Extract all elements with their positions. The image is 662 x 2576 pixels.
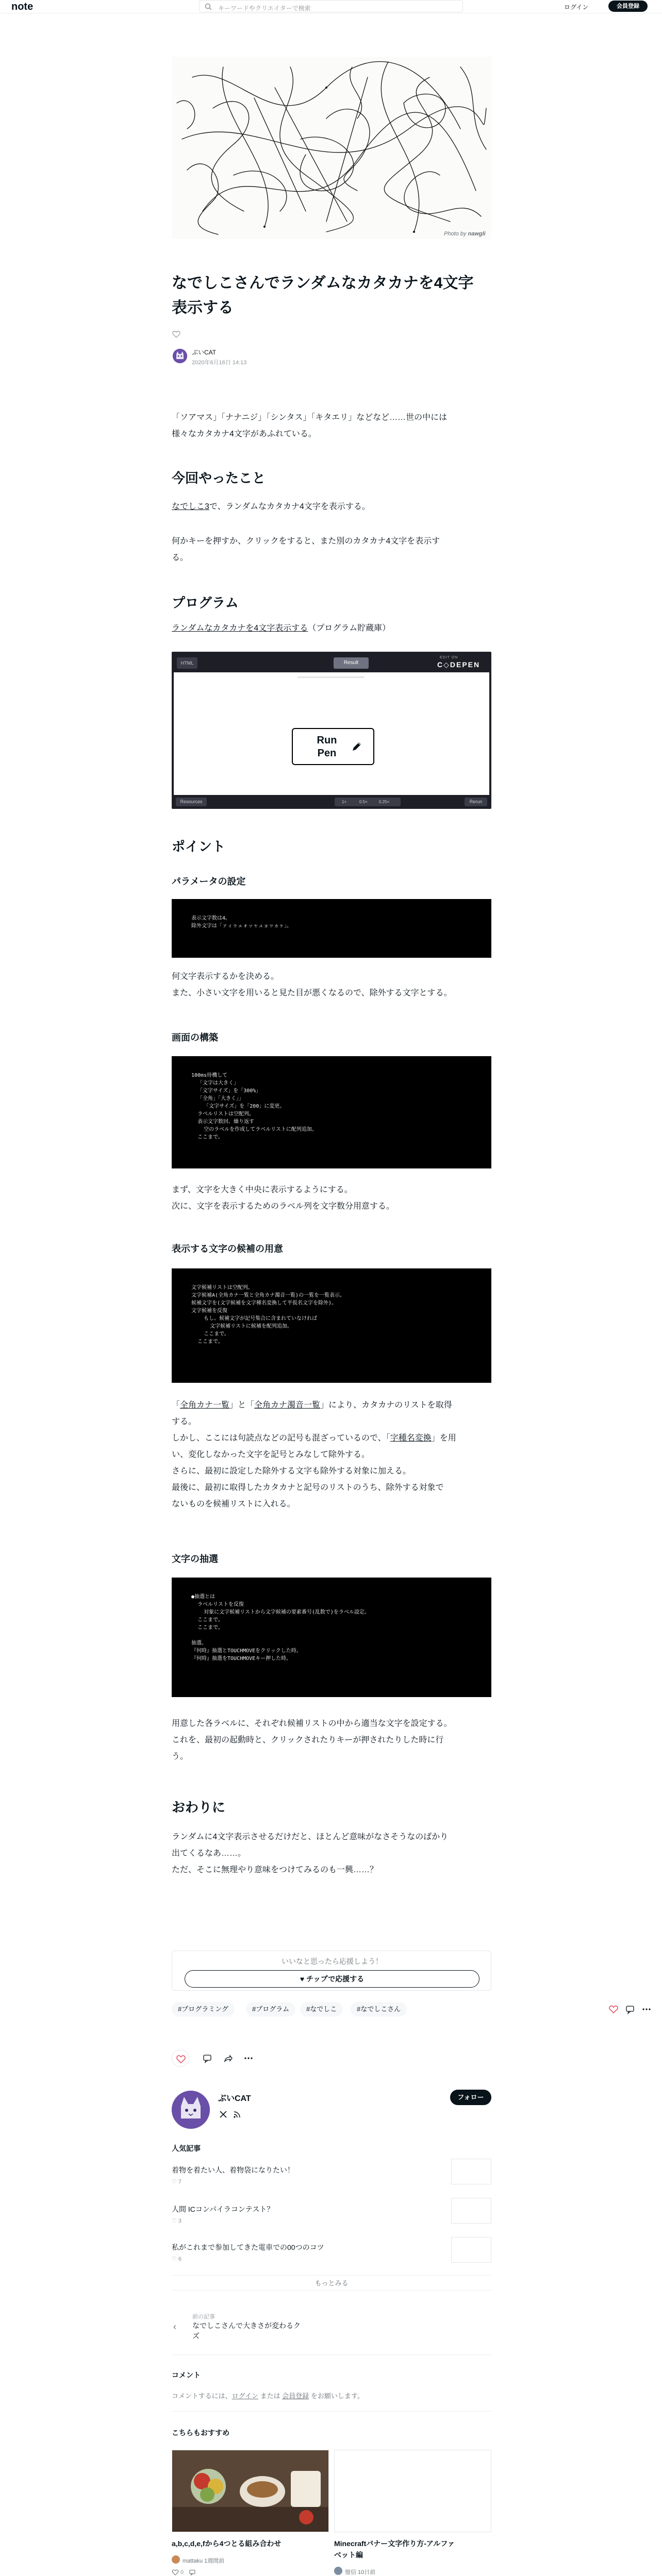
card-thumbnail[interactable] — [334, 2450, 491, 2532]
dakuon-list-link[interactable]: 全角カナ濁音一覧 — [254, 1401, 321, 1410]
codepen-topbar — [172, 652, 491, 672]
screen-line: 次に、文字を表示するためのラベル列を文字数分用意する。 — [172, 1202, 395, 1211]
cat-avatar-icon — [172, 2091, 210, 2129]
codepen-result-pane — [174, 672, 489, 795]
chevron-left-icon: ‹ — [173, 2321, 176, 2332]
candidates-paragraph — [172, 1397, 491, 1513]
support-box — [172, 1951, 491, 1991]
popular-item-likes: ♡ 3 — [172, 2218, 182, 2224]
author-name[interactable]: ぶいCAT — [192, 349, 217, 356]
prev-article-title — [192, 2320, 301, 2341]
food-photo — [172, 2450, 329, 2532]
candidates-text: 」を用 — [431, 1434, 456, 1443]
candidates-text: 「 — [172, 1401, 180, 1410]
ending-paragraph — [172, 1829, 491, 1878]
screen-line: まず、文字を大きく中央に表示するようにする。 — [172, 1185, 353, 1194]
section1-text: で、ランダムなカタカナ4文字を表示する。 — [209, 502, 370, 511]
section-heading-program: プログラム — [172, 595, 239, 611]
profile-avatar[interactable] — [172, 2091, 210, 2129]
katakana-list-link[interactable]: 全角カナ一覧 — [180, 1401, 230, 1410]
tip-label: チップで応援する — [306, 1975, 365, 1983]
candidates-line — [172, 1397, 491, 1414]
share-icon[interactable] — [223, 2053, 233, 2063]
params-line: 何文字表示するかを決める。 — [172, 972, 279, 981]
card-title[interactable]: a,b,c,d,e,fから4つとる組み合わせ — [172, 2539, 282, 2548]
tag-nadesiko[interactable]: #なでしこ — [300, 2002, 343, 2016]
card-author-avatar[interactable] — [172, 2555, 180, 2564]
photo-credit-label: Photo by — [444, 231, 467, 237]
card-title-line: Minecraftバナー文字作り方-アルファ — [334, 2539, 455, 2548]
candidates-text: 」により、カタカナのリストを取得 — [320, 1401, 452, 1410]
intro-line: 様々なカタカナ4文字があふれている。 — [172, 430, 317, 438]
section1-line: る。 — [172, 553, 189, 562]
publish-date: 2020年6月16日 14:13 — [192, 360, 247, 366]
candidates-line: さらに、最初に設定した除外する文字も除外する対象に加える。 — [172, 1467, 411, 1476]
popular-label: 人気記事 — [172, 2144, 201, 2153]
screen-paragraph — [172, 1182, 491, 1215]
tip-button[interactable] — [185, 1970, 479, 1988]
login-link[interactable]: ログイン — [564, 4, 589, 11]
card-author[interactable]: mattaku 1週間前 — [183, 2558, 225, 2564]
rerun-button[interactable]: Rerun — [465, 798, 487, 806]
section-heading-points: ポイント — [172, 839, 226, 854]
comment-icon[interactable] — [189, 2569, 196, 2576]
codepen-edit-label[interactable]: EDIT ON — [440, 656, 458, 659]
codepen-embed — [172, 652, 491, 809]
draw-line: う。 — [172, 1752, 189, 1761]
popular-item-title[interactable]: 着物を着たい人、着物袋になりたい！ — [172, 2166, 294, 2174]
codepen-html-tab[interactable]: HTML — [177, 657, 197, 669]
card-like-count: 0 — [180, 2569, 184, 2575]
candidates-line: 最後に、最初に取得したカタカナと記号のリストのうち、除外する対象で — [172, 1483, 444, 1492]
more-icon[interactable] — [243, 2053, 254, 2063]
card-thumbnail[interactable] — [172, 2450, 329, 2532]
x-icon[interactable] — [219, 2110, 227, 2119]
prev-title-line: ズ — [192, 2332, 200, 2340]
popular-more-link[interactable]: もっとみる — [172, 2275, 491, 2291]
login-link[interactable]: ログイン — [231, 2392, 258, 2400]
zoom-controls — [335, 798, 401, 806]
program-link-suffix: （プログラム貯蔵庫） — [308, 624, 391, 633]
popular-like-count: 3 — [178, 2218, 182, 2224]
tip-icon: ♥ — [300, 1975, 307, 1983]
candidates-line — [172, 1430, 491, 1447]
divider — [172, 2354, 491, 2355]
popular-item-thumbnail[interactable] — [451, 2159, 491, 2184]
comment-note-text: コメントするには、 — [172, 2392, 232, 2400]
popular-like-count: 6 — [178, 2256, 182, 2262]
section1-paragraph-2 — [172, 533, 491, 566]
tag-programming[interactable]: #プログラミング — [172, 2002, 235, 2016]
heart-icon[interactable] — [172, 2569, 179, 2576]
rss-icon[interactable] — [233, 2110, 241, 2119]
prev-title-line: なでしこさんで大きさが変わるク — [192, 2321, 301, 2330]
svg-text:note: note — [11, 1, 34, 12]
heart-icon[interactable] — [172, 330, 181, 339]
prev-article-label: 前の記事 — [192, 2314, 215, 2320]
card-author[interactable]: 憶信 10日前 — [345, 2569, 376, 2575]
comment-note-text: または — [258, 2392, 283, 2400]
tag-nadesiko-san[interactable]: #なでしこさん — [351, 2002, 407, 2016]
comment-note-text: をお願いします。 — [309, 2392, 364, 2400]
resources-button[interactable]: Resources — [176, 798, 207, 806]
subheading-draw: 文字の抽選 — [172, 1554, 218, 1564]
section1-paragraph — [172, 499, 491, 515]
popular-item-thumbnail[interactable] — [451, 2198, 491, 2224]
article-title-line: なでしこさんでランダムなカタカナを4文字 — [172, 275, 474, 292]
params-line: また、小さい文字を用いると見た目が悪くなるので、除外する文字とする。 — [172, 989, 452, 997]
heart-icon — [172, 2050, 190, 2067]
section-heading-what: 今回やったこと — [172, 470, 266, 486]
heart-icon[interactable] — [608, 2004, 619, 2014]
comment-icon[interactable] — [625, 2004, 635, 2014]
subheading-screen: 画面の構築 — [172, 1032, 218, 1043]
params-paragraph — [172, 969, 491, 1002]
run-pen-button[interactable] — [292, 728, 374, 765]
intro-paragraph — [172, 410, 491, 443]
draw-line: 用意した各ラベルに、それぞれ候補リストの中から適当な文字を設定する。 — [172, 1719, 452, 1728]
code-block-screen: 100ms待機して 「文字は大きく」 「文字サイズ」を「300%」 「全角」「大きく」」 「文字サイズ」を「200」に変更。 ラベルリストは空配列。 表示文字数回、繰り返す 空のラベルを作成してラベルリストに配列追加。 ここまで。 — [172, 1056, 491, 1168]
subheading-candidates: 表示する文字の候補の用意 — [172, 1244, 283, 1254]
char-type-link[interactable]: 字種名変換 — [390, 1434, 432, 1443]
card-title-line: ベット編 — [334, 2551, 363, 2559]
author-avatar[interactable] — [173, 349, 187, 363]
section1-line: 何かキーを押すか、クリックをすると、また別のカタカナ4文字を表示す — [172, 537, 440, 546]
result-scrollbar[interactable] — [297, 676, 365, 678]
candidates-line: ないものを候補リストに入れる。 — [172, 1500, 295, 1509]
code-block-candidates: 文字候補リストは空配列。 文字候補A(全角カナ一覧と全角カナ濁音一覧)の一覧を一覧表示。 候補文字を(文字候補を文字種名変換して平仮名文字を除外)。 文字候補を反復 もし、候補文字が記号集合に含まれていなければ 文字候補リストに候補を配列追加。 ここまで。 ここまで。 — [172, 1268, 491, 1383]
codepen-bottombar — [172, 795, 491, 809]
popular-item-title[interactable]: 人間 ICコンパイラコンテスト？ — [172, 2205, 274, 2213]
ending-line: 出てくるなあ……。 — [172, 1849, 246, 1858]
like-button[interactable] — [172, 2049, 189, 2067]
program-link[interactable]: ランダムなカタカナを4文字表示する — [172, 624, 308, 633]
popular-item-likes: ♡ 6 — [172, 2256, 182, 2262]
recommended-label: こちらもおすすめ — [172, 2429, 230, 2437]
follow-button[interactable]: フォロー — [450, 2090, 491, 2105]
support-text: いいなと思ったら応援しよう！ — [282, 1957, 383, 1965]
candidates-line: い、変化しなかった文字を記号とみなして除外する。 — [172, 1450, 370, 1459]
popular-item-title[interactable]: 私がこれまで参加してきた電車での00つのコツ — [172, 2243, 324, 2251]
codepen-logo[interactable]: C◇DEPEN — [437, 660, 481, 669]
more-icon[interactable] — [641, 2004, 652, 2014]
note-logo[interactable] — [11, 1, 44, 12]
profile-name[interactable]: ぶいCAT — [218, 2094, 251, 2103]
article-title — [172, 271, 491, 320]
draw-line: これを、最初の起動時と、クリックされたりキーが押されたりした時に行 — [172, 1736, 444, 1744]
zoom-1x[interactable]: 1× — [342, 800, 347, 804]
card-title[interactable] — [334, 2538, 491, 2561]
code-block-params: 表示文字数は4。 除外文字は「ァィゥェォッャュョヮヵヶ」。 — [172, 899, 491, 958]
codepen-result-tab[interactable]: Result — [334, 657, 369, 669]
search-icon — [205, 3, 212, 10]
draw-paragraph — [172, 1716, 491, 1765]
subheading-params: パラメータの設定 — [172, 876, 246, 887]
ending-line: ランダムに4文字表示させるだけだと、ほとんど意味がなさそうなのばかり — [172, 1833, 449, 1841]
cat-avatar-icon — [173, 349, 187, 363]
intro-line: 「ソアマス」「ナナニジ」「シンタス」「キタエリ」などなど……世の中には — [172, 413, 448, 422]
zoom-025x[interactable]: 0.25× — [379, 800, 390, 804]
divider — [172, 2411, 491, 2412]
candidates-line: する。 — [172, 1417, 197, 1426]
scribble-artwork — [172, 57, 491, 239]
article-title-line: 表示する — [172, 299, 234, 316]
prev-article[interactable] — [172, 2310, 491, 2343]
signup-button[interactable]: 会員登録 — [608, 1, 648, 12]
search-placeholder: キーワードやクリエイターで検索 — [218, 5, 311, 12]
site-header — [0, 0, 662, 13]
section-heading-ending: おわりに — [172, 1800, 226, 1815]
photo-credit-user[interactable]: nawgli — [468, 231, 486, 237]
tag-program[interactable]: #プログラム — [246, 2002, 295, 2016]
run-pen-label: Run Pen — [317, 735, 337, 759]
signup-link[interactable]: 会員登録 — [282, 2392, 309, 2400]
popular-item-likes: ♡ 7 — [172, 2179, 182, 2185]
pen-icon — [351, 740, 363, 753]
zoom-05x[interactable]: 0.5× — [359, 800, 368, 804]
comments-label: コメント — [172, 2371, 201, 2379]
nadesiko-link[interactable]: なでしこ3 — [172, 502, 209, 511]
candidates-text: しかし、ここには句読点などの記号も混ざっているので、「 — [172, 1434, 390, 1443]
comment-icon[interactable] — [202, 2053, 212, 2063]
popular-like-count: 7 — [178, 2179, 182, 2185]
hero-image — [172, 57, 491, 239]
candidates-text: 」と「 — [229, 1401, 255, 1410]
card-author-avatar[interactable] — [334, 2567, 342, 2575]
ending-line: ただ、そこに無理やり意味をつけてみるのも一興……？ — [172, 1866, 378, 1874]
code-block-draw: ●抽選とは ラベルリストを反復 対象に文字候補リストから文字候補の要素番号(乱数で)をラベル設定。 ここまで。 ここまで。 抽選。 『何時』抽選とTOUCHMOVEをクリックした時。 『何時』抽選をTOUCHMOVEキー押した時。 — [172, 1578, 491, 1697]
popular-item-thumbnail[interactable] — [451, 2237, 491, 2263]
program-link-paragraph — [172, 620, 491, 637]
comment-note — [172, 2391, 364, 2400]
photo-credit — [444, 231, 486, 237]
search-input[interactable] — [199, 0, 463, 12]
